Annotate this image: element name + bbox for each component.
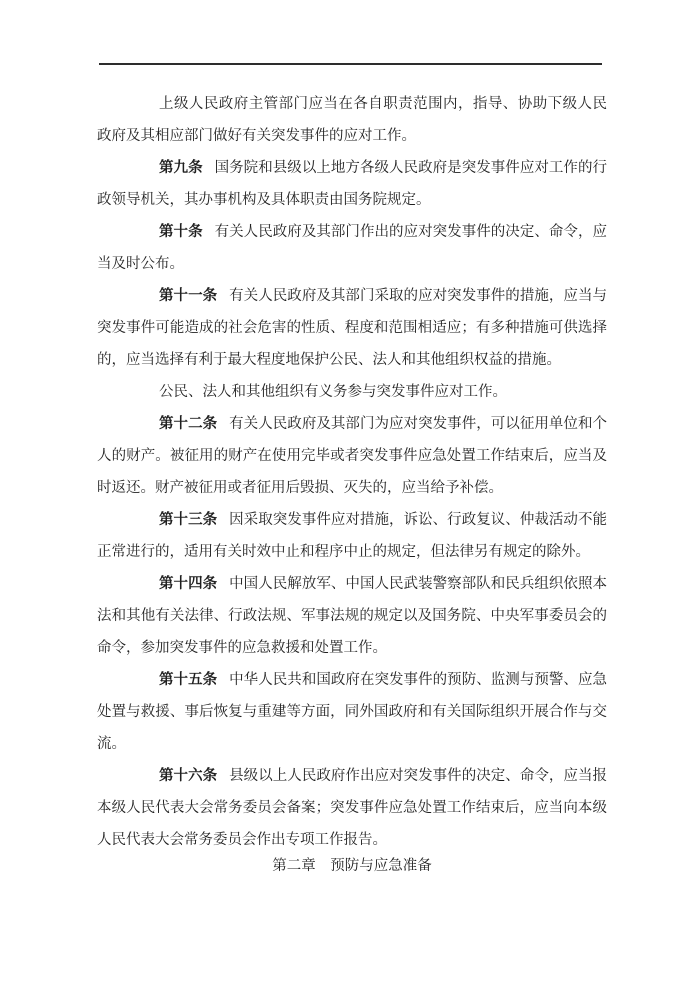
paragraph [97,280,607,376]
article-text: 中国人民解放军、中国人民武装警察部队和民兵组织依照本法和其他有关法律、行政法规、军事法规的规定以及国务院、中央军事委员会的命令，参加突发事件的应急救援和处置工作。 [97,576,608,656]
paragraph [97,152,607,216]
paragraph [97,88,607,152]
article-number: 第十五条 [159,672,218,688]
article-text: 公民、法人和其他组织有义务参与突发事件应对工作。 [159,384,507,400]
document-body [97,88,607,856]
article-number: 第十三条 [159,512,218,528]
paragraph [97,504,607,568]
paragraph [97,664,607,760]
article-text: 因采取突发事件应对措施，诉讼、行政复议、仲裁活动不能正常进行的，适用有关时效中止和程序中止的规定，但法律另有规定的除外。 [97,512,608,560]
article-text: 有关人民政府及其部门采取的应对突发事件的措施，应当与突发事件可能造成的社会危害的性质、程度和范围相适应；有多种措施可供选择的，应当选择有利于最大程度地保护公民、法人和其他组织权益的措施。 [97,288,608,368]
article-text: 上级人民政府主管部门应当在各自职责范围内，指导、协助下级人民政府及其相应部门做好有关突发事件的应对工作。 [97,96,607,144]
article-number: 第十条 [159,224,203,240]
paragraph [97,408,607,504]
chapter-heading: 第二章 预防与应急准备 [272,858,432,874]
article-text: 有关人民政府及其部门作出的应对突发事件的决定、命令，应当及时公布。 [97,224,608,272]
article-text: 县级以上人民政府作出应对突发事件的决定、命令，应当报本级人民代表大会常务委员会备案；突发事件应急处置工作结束后，应当向本级人民代表大会常务委员会作出专项工作报告。 [97,768,608,848]
article-text: 中华人民共和国政府在突发事件的预防、监测与预警、应急处置与救援、事后恢复与重建等方面，同外国政府和有关国际组织开展合作与交流。 [97,672,608,752]
paragraph [97,760,607,856]
article-text: 有关人民政府及其部门为应对突发事件，可以征用单位和个人的财产。被征用的财产在使用完毕或者突发事件应急处置工作结束后，应当及时返还。财产被征用或者征用后毁损、灭失的，应当给予补偿。 [97,416,608,496]
paragraph [97,216,607,280]
article-number: 第十四条 [159,576,218,592]
article-number: 第十二条 [159,416,218,432]
paragraph [97,568,607,664]
header-divider-rule [99,63,602,65]
article-number: 第九条 [159,160,203,176]
article-text: 国务院和县级以上地方各级人民政府是突发事件应对工作的行政领导机关，其办事机构及具体职责由国务院规定。 [97,160,608,208]
paragraph [97,376,607,408]
article-number: 第十六条 [159,768,218,784]
article-number: 第十一条 [159,288,218,304]
